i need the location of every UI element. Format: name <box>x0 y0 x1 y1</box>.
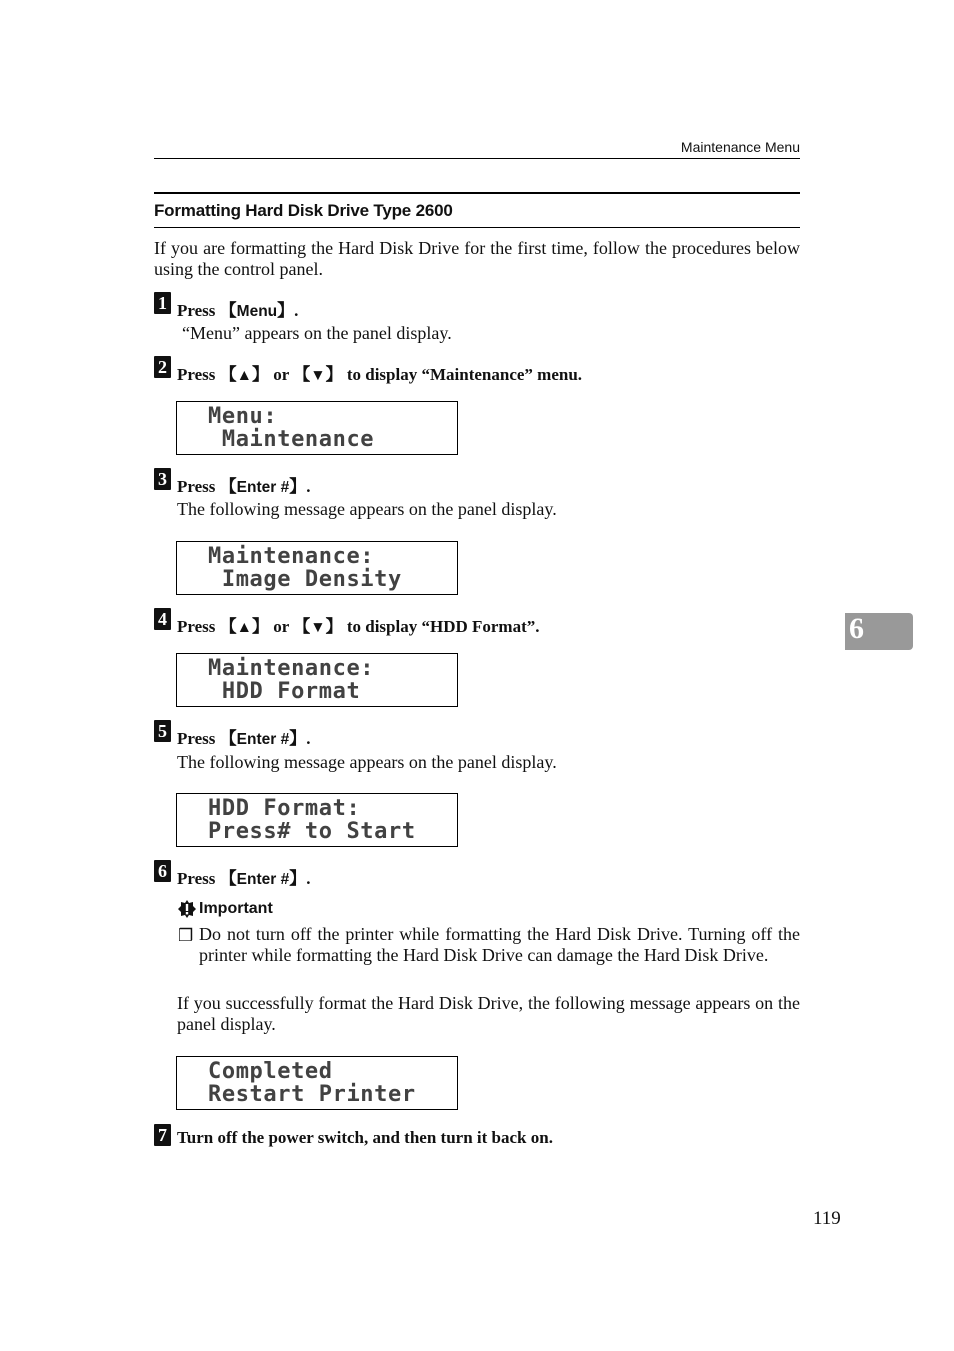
step-text: or <box>269 365 294 384</box>
header-rule <box>154 158 800 159</box>
panel-display-press-to-start <box>176 793 458 847</box>
step-number-4: 4 <box>154 608 171 630</box>
display-line-1: Menu: <box>208 404 278 429</box>
bracket-close: 】 <box>289 869 307 889</box>
bracket-open: 【 <box>219 617 237 637</box>
important-icon <box>178 900 196 918</box>
display-line-1: HDD Format: <box>208 796 361 821</box>
panel-display-hdd-format <box>176 653 458 707</box>
enter-key-label: Enter # <box>236 871 290 888</box>
step-text: or <box>269 617 294 636</box>
important-bullet: Do not turn off the printer while formatting the Hard Disk Drive. Turning off the printer while formatting the Hard Disk Drive can damage the Hard Disk Drive. <box>199 924 800 965</box>
step-text: Press <box>177 477 220 496</box>
bracket-close: 】 <box>325 617 343 637</box>
step-1-note: “Menu” appears on the panel display. <box>182 323 452 343</box>
step-number-7: 7 <box>154 1124 171 1146</box>
display-line-2: Image Density <box>208 567 402 592</box>
step-text: . <box>306 869 311 888</box>
step-text: . <box>294 301 299 320</box>
step-text: Press <box>177 365 220 384</box>
step-2-instruction <box>177 360 582 385</box>
bracket-close: 】 <box>289 729 307 749</box>
display-line-2: Press# to Start <box>208 819 416 844</box>
enter-key-label: Enter # <box>236 479 290 496</box>
bracket-close: 】 <box>252 617 269 637</box>
down-arrow-icon: ▼ <box>310 619 326 636</box>
running-header: Maintenance Menu <box>680 139 800 155</box>
important-label: Important <box>199 900 273 917</box>
intro-paragraph: If you are formatting the Hard Disk Drive for the first time, follow the procedures below using the control panel. <box>154 238 800 279</box>
bracket-close: 】 <box>252 365 269 385</box>
bracket-close: 】 <box>325 365 343 385</box>
down-arrow-icon: ▼ <box>310 367 326 384</box>
step-text: . <box>306 477 311 496</box>
bracket-close: 】 <box>277 301 295 321</box>
step-text: Press <box>177 729 220 748</box>
checkbox-icon: ❒ <box>178 926 194 945</box>
bracket-open: 【 <box>293 365 311 385</box>
step-7-instruction: Turn off the power switch, and then turn it back on. <box>177 1128 553 1147</box>
step-6-instruction <box>177 864 310 889</box>
step-3-instruction <box>177 472 310 497</box>
bracket-open: 【 <box>219 729 237 749</box>
step-5-instruction <box>177 724 310 749</box>
step-text: Press <box>177 301 220 320</box>
step-4-instruction <box>177 612 540 637</box>
step-text: Press <box>177 869 220 888</box>
step-text: Press <box>177 617 220 636</box>
page-number: 119 <box>813 1208 841 1229</box>
display-line-2: HDD Format <box>208 679 361 704</box>
step-number-1: 1 <box>154 292 171 314</box>
bracket-open: 【 <box>219 477 237 497</box>
display-line-2: Restart Printer <box>208 1082 416 1107</box>
step-number-5: 5 <box>154 720 171 742</box>
panel-display-completed <box>176 1056 458 1110</box>
panel-display-menu <box>176 401 458 455</box>
display-line-1: Maintenance: <box>208 656 375 681</box>
menu-key-label: Menu <box>236 303 278 320</box>
display-line-1: Maintenance: <box>208 544 375 569</box>
up-arrow-icon: ▲ <box>236 367 252 384</box>
section-title: Formatting Hard Disk Drive Type 2600 <box>154 201 453 220</box>
section-rule-bottom <box>154 227 800 228</box>
display-line-2: Maintenance <box>208 427 375 452</box>
bracket-open: 【 <box>219 301 237 321</box>
step-text: . <box>306 729 311 748</box>
bracket-open: 【 <box>219 869 237 889</box>
step-text: to display “HDD Format”. <box>342 617 540 636</box>
up-arrow-icon: ▲ <box>236 619 252 636</box>
step-3-note: The following message appears on the panel display. <box>177 499 557 519</box>
chapter-tab-number: 6 <box>849 612 864 645</box>
bracket-close: 】 <box>289 477 307 497</box>
section-rule-top <box>154 192 800 194</box>
step-5-note: The following message appears on the panel display. <box>177 752 557 772</box>
enter-key-label: Enter # <box>236 731 290 748</box>
panel-display-image-density <box>176 541 458 595</box>
bracket-open: 【 <box>293 617 311 637</box>
step-number-3: 3 <box>154 468 171 490</box>
display-line-1: Completed <box>208 1059 333 1084</box>
bracket-open: 【 <box>219 365 237 385</box>
step-1-instruction <box>177 296 298 321</box>
step-number-2: 2 <box>154 356 171 378</box>
step-number-6: 6 <box>154 860 171 882</box>
success-note: If you successfully format the Hard Disk Drive, the following message appears on the panel display. <box>177 993 800 1034</box>
step-text: to display “Maintenance” menu. <box>342 365 583 384</box>
